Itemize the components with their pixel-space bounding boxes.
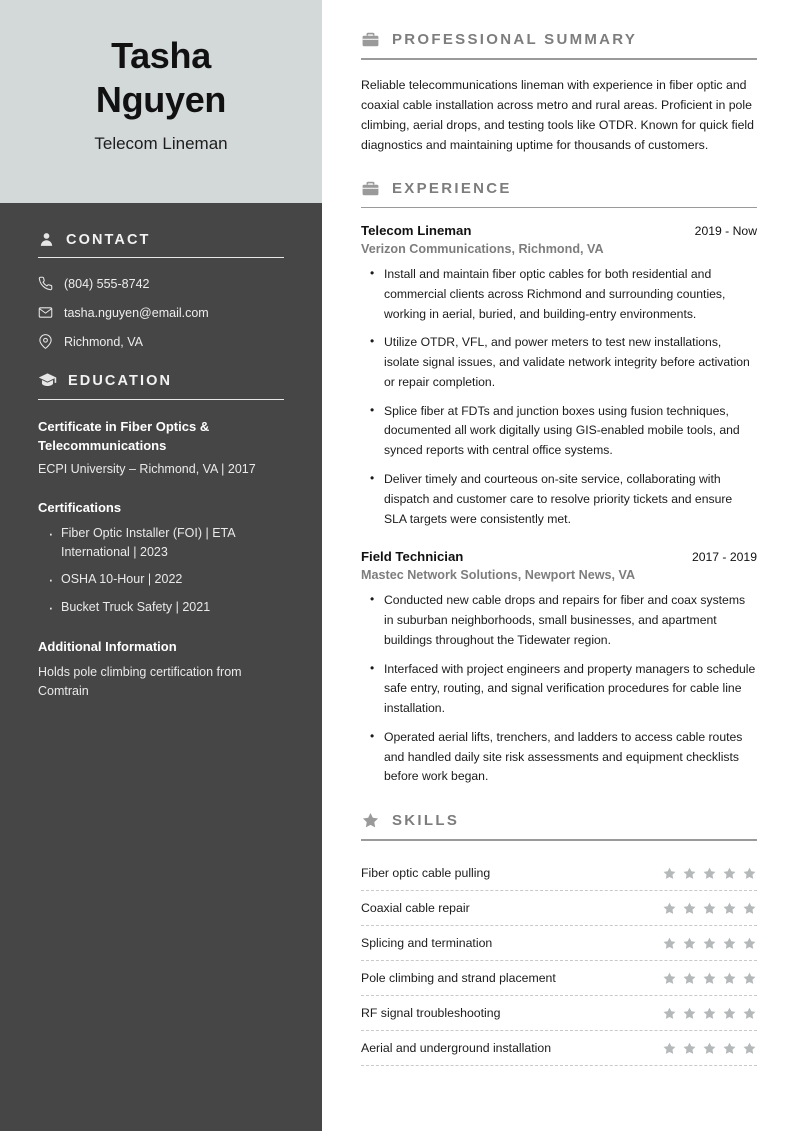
list-item: · Bucket Truck Safety | 2021	[48, 598, 284, 617]
skills-list	[361, 856, 757, 1066]
star-icon	[722, 1041, 737, 1056]
star-icon	[742, 1041, 757, 1056]
skill-name: Pole climbing and strand placement	[361, 971, 556, 986]
star-icon	[361, 811, 380, 830]
star-icon	[702, 936, 717, 951]
job-role: Telecom Lineman	[361, 223, 472, 239]
certifications-heading: Certifications	[38, 499, 122, 515]
list-item: • Deliver timely and courteous on-site service, collaborating with dispatch and customer care to resolve priority tickets and ensure SLA targets were consistently met.	[370, 470, 757, 529]
star-icon	[702, 1006, 717, 1021]
star-icon	[662, 936, 677, 951]
star-icon	[662, 866, 677, 881]
contact-location-value: Richmond, VA	[64, 334, 143, 349]
skill-row	[361, 856, 757, 891]
star-icon	[682, 936, 697, 951]
list-item: · OSHA 10-Hour | 2022	[48, 570, 284, 589]
star-icon	[702, 971, 717, 986]
summary-divider	[361, 58, 757, 60]
skill-row	[361, 996, 757, 1031]
skill-rating	[662, 936, 757, 951]
additional-information-text: Holds pole climbing certification from Comtrain	[38, 664, 242, 699]
location-pin-icon	[38, 334, 53, 349]
job-company: Mastec Network Solutions, Newport News, VA	[361, 568, 636, 583]
contact-section	[38, 231, 284, 349]
skill-name: Coaxial cable repair	[361, 901, 470, 916]
experience-entry-header	[361, 223, 757, 238]
star-icon	[682, 1041, 697, 1056]
star-icon	[682, 901, 697, 916]
skill-row	[361, 891, 757, 926]
experience-entry	[361, 223, 757, 529]
experience-entry-header	[361, 549, 757, 564]
experience-section	[361, 179, 757, 788]
contact-location-row[interactable]	[38, 334, 284, 349]
summary-heading: PROFESSIONAL SUMMARY	[392, 31, 638, 48]
skill-rating	[662, 866, 757, 881]
skill-name: RF signal troubleshooting	[361, 1006, 501, 1021]
skill-name: Fiber optic cable pulling	[361, 866, 491, 881]
skill-row	[361, 961, 757, 996]
skill-row	[361, 926, 757, 961]
skill-rating	[662, 1041, 757, 1056]
star-icon	[722, 866, 737, 881]
education-heading: EDUCATION	[68, 372, 173, 389]
contact-heading: CONTACT	[66, 231, 151, 248]
experience-section-header	[361, 179, 757, 198]
star-icon	[682, 971, 697, 986]
star-icon	[742, 901, 757, 916]
contact-email-row[interactable]	[38, 305, 284, 320]
last-name: Nguyen	[95, 78, 227, 120]
job-dates: 2017 - 2019	[691, 550, 757, 565]
star-icon	[662, 1006, 677, 1021]
briefcase-icon	[361, 179, 380, 198]
skill-rating	[662, 901, 757, 916]
education-school: ECPI University – Richmond, VA | 2017	[38, 461, 256, 476]
star-icon	[702, 901, 717, 916]
summary-text: Reliable telecommunications lineman with experience in fiber optic and coaxial cable installation across metro and rural areas. Proficient in pole climbing, aerial drops, and testing tools like OTDR. Known for quick field diagnostics and maintaining uptime for thousands of customers.	[361, 77, 754, 152]
list-item: • Operated aerial lifts, trenchers, and ladders to access cable routes and handled daily site risk assessments and equipment checklists before work began.	[370, 728, 757, 787]
experience-divider	[361, 207, 757, 209]
star-icon	[742, 866, 757, 881]
star-icon	[702, 866, 717, 881]
list-item: • Install and maintain fiber optic cables for both residential and commercial clients across Richmond and surrounding counties, working in aerial, buried, and building-entry environments.	[370, 265, 757, 324]
job-bullets	[361, 265, 757, 529]
education-section-header	[38, 371, 284, 390]
skill-name: Splicing and termination	[361, 936, 493, 951]
contact-email-value: tasha.nguyen@email.com	[64, 305, 209, 320]
header-job-title: Telecom Lineman	[94, 133, 228, 153]
contact-phone-row[interactable]	[38, 276, 284, 291]
education-degree: Certificate in Fiber Optics & Telecommunications	[38, 419, 210, 453]
experience-entry	[361, 549, 757, 787]
star-icon	[742, 1006, 757, 1021]
list-item: · Fiber Optic Installer (FOI) | ETA International | 2023	[48, 524, 284, 562]
star-icon	[722, 936, 737, 951]
skills-section	[361, 811, 757, 1066]
star-icon	[722, 1006, 737, 1021]
additional-information-heading: Additional Information	[38, 638, 177, 654]
skill-rating	[662, 971, 757, 986]
skill-rating	[662, 1006, 757, 1021]
star-icon	[742, 971, 757, 986]
certifications-list	[38, 524, 284, 617]
first-name: Tasha	[111, 35, 211, 76]
list-item: • Splice fiber at FDTs and junction boxes using fusion techniques, documented all work digitally using GIS-enabled mobile tools, and synced reports with central office systems.	[370, 402, 757, 461]
skills-heading: SKILLS	[392, 812, 460, 830]
education-divider	[38, 399, 284, 400]
briefcase-icon	[361, 30, 380, 49]
list-item: • Conducted new cable drops and repairs for fiber and coax systems in suburban neighborhoods, small businesses, and apartment buildings throughout the Tidewater region.	[370, 591, 757, 650]
list-item: • Utilize OTDR, VFL, and power meters to test new installations, isolate signal issues, and validate network integrity before activation or repair completion.	[370, 333, 757, 392]
star-icon	[722, 971, 737, 986]
person-icon	[38, 231, 55, 248]
main-column	[322, 0, 800, 1131]
summary-section-header	[361, 30, 757, 49]
envelope-icon	[38, 305, 53, 320]
star-icon	[682, 1006, 697, 1021]
star-icon	[662, 901, 677, 916]
contact-phone-value: (804) 555-8742	[64, 276, 150, 291]
experience-heading: EXPERIENCE	[392, 179, 512, 197]
list-item: • Interfaced with project engineers and property managers to schedule safe entry, routing, and signal verification procedures for cable line installation.	[370, 660, 757, 719]
star-icon	[662, 971, 677, 986]
skills-section-header	[361, 811, 757, 830]
education-section	[38, 371, 284, 702]
star-icon	[702, 1041, 717, 1056]
job-company: Verizon Communications, Richmond, VA	[361, 242, 604, 257]
contact-section-header	[38, 231, 284, 248]
phone-icon	[38, 276, 53, 291]
job-bullets	[361, 591, 757, 787]
star-icon	[722, 901, 737, 916]
sidebar-body	[0, 203, 322, 1131]
star-icon	[742, 936, 757, 951]
skill-row	[361, 1031, 757, 1066]
star-icon	[662, 1041, 677, 1056]
skills-divider	[361, 839, 757, 841]
star-icon	[682, 866, 697, 881]
professional-summary-section	[361, 30, 757, 155]
sidebar	[0, 0, 322, 1131]
job-dates: 2019 - Now	[694, 224, 757, 239]
skill-name: Aerial and underground installation	[361, 1041, 552, 1056]
job-role: Field Technician	[361, 549, 464, 565]
graduation-cap-icon	[38, 371, 57, 390]
name-header-block	[0, 0, 322, 203]
contact-divider	[38, 257, 284, 258]
